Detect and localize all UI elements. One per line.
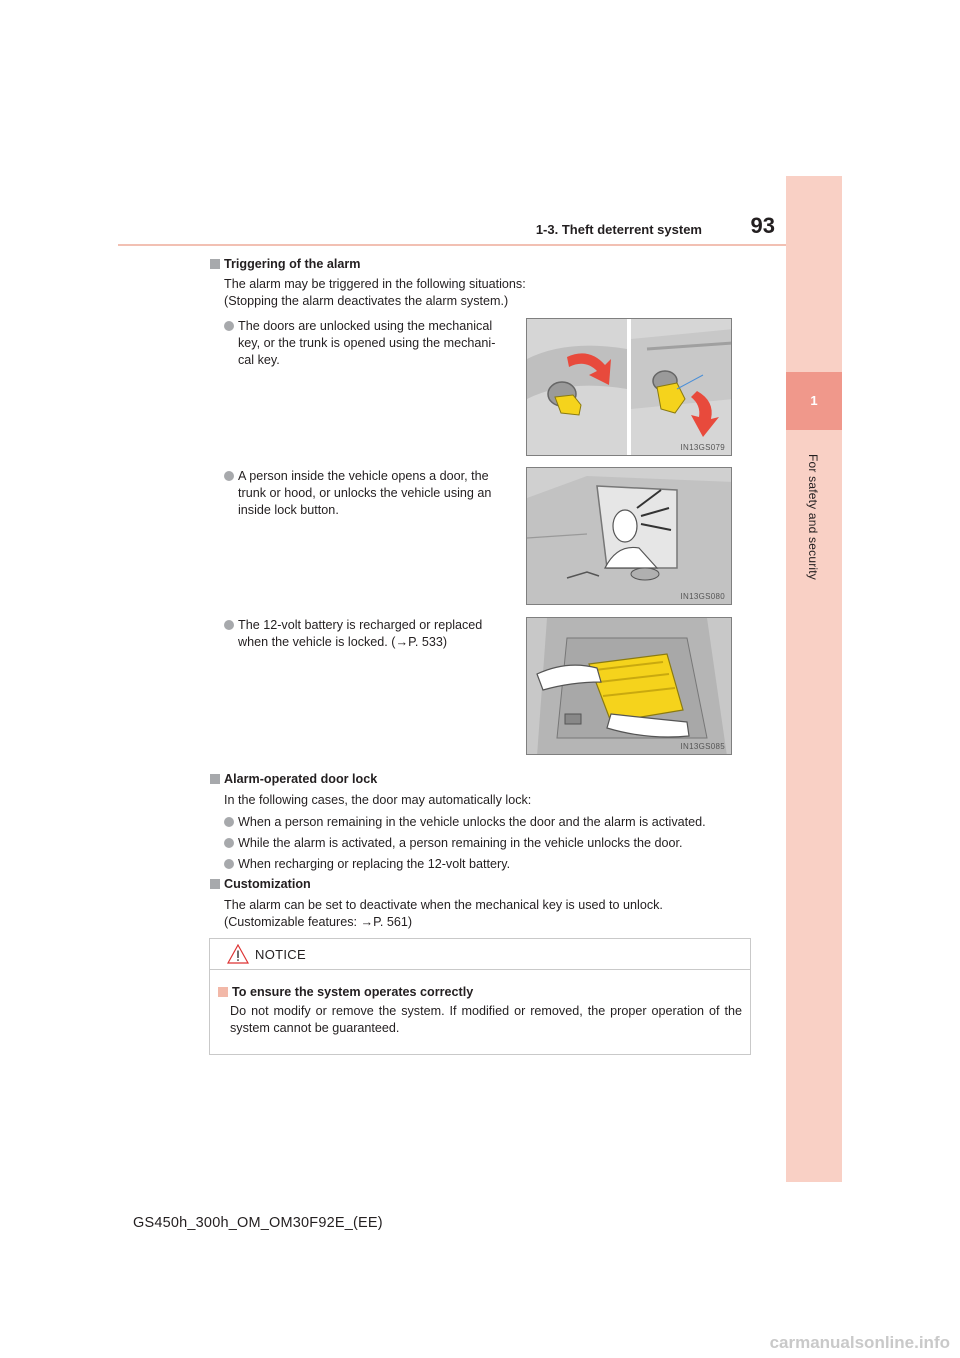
chapter-number: 1 — [810, 393, 818, 408]
door-lock-item-2: While the alarm is activated, a person remaining in the vehicle unlocks the door. — [224, 835, 683, 852]
battery-replacement-illustration — [527, 618, 732, 755]
customization-text-1: The alarm can be set to deactivate when the mechanical key is used to unlock. — [224, 898, 663, 912]
bullet-dot-icon — [224, 321, 234, 331]
square-bullet-icon — [218, 987, 228, 997]
door-lock-item-3: When recharging or replacing the 12-volt battery. — [224, 856, 510, 873]
trigger-item-1: The doors are unlocked using the mechanical key, or the trunk is opened using the mechani- cal key. — [224, 318, 514, 369]
image-code: IN13GS079 — [680, 443, 725, 452]
side-band — [786, 176, 842, 1182]
page-number: 93 — [750, 213, 775, 238]
bullet-dot-icon — [224, 620, 234, 630]
chapter-title: For safety and security — [806, 454, 820, 580]
square-bullet-icon — [210, 774, 220, 784]
trigger-item-3: The 12-volt battery is recharged or replaced when the vehicle is locked. (→P. 533) — [224, 617, 514, 651]
notice-subheading: To ensure the system operates correctly — [218, 985, 473, 999]
square-bullet-icon — [210, 879, 220, 889]
bullet-dot-icon — [224, 471, 234, 481]
chapter-tab[interactable] — [786, 372, 842, 430]
bullet-dot-icon — [224, 859, 234, 869]
notice-header — [210, 939, 750, 970]
trigger-item-2: A person inside the vehicle opens a door, the trunk or hood, or unlocks the vehicle using an inside lock button. — [224, 468, 514, 519]
triggering-intro-2: (Stopping the alarm deactivates the alarm system.) — [224, 294, 509, 308]
square-bullet-icon — [210, 259, 220, 269]
header-rule — [118, 244, 840, 246]
warning-icon — [227, 944, 249, 964]
image-code: IN13GS085 — [680, 742, 725, 751]
notice-body: Do not modify or remove the system. If modified or removed, the proper operation of the system cannot be guaranteed. — [230, 1004, 742, 1035]
triggering-heading: Triggering of the alarm — [210, 257, 360, 271]
image-code: IN13GS080 — [680, 592, 725, 601]
section-title: 1-3. Theft deterrent system — [535, 222, 702, 237]
bullet-dot-icon — [224, 817, 234, 827]
door-lock-intro: In the following cases, the door may automatically lock: — [224, 793, 532, 807]
illustration-person-inside — [526, 467, 732, 605]
door-lock-item-1: When a person remaining in the vehicle unlocks the door and the alarm is activated. — [224, 814, 706, 831]
triggering-intro-1: The alarm may be triggered in the following situations: — [224, 277, 526, 291]
watermark: carmanualsonline.info — [769, 1333, 950, 1352]
customization-heading: Customization — [210, 877, 311, 891]
bullet-dot-icon — [224, 838, 234, 848]
notice-title: NOTICE — [255, 947, 306, 962]
customization-text-2[interactable]: (Customizable features: →P. 561) — [224, 915, 413, 929]
illustration-battery — [526, 617, 732, 755]
door-lock-heading: Alarm-operated door lock — [210, 772, 377, 786]
document-code: GS450h_300h_OM_OM30F92E_(EE) — [133, 1215, 383, 1231]
notice-box — [209, 938, 751, 1055]
person-inside-vehicle-illustration — [527, 468, 732, 605]
mechanical-key-illustration — [527, 319, 732, 456]
illustration-mechanical-key — [526, 318, 732, 456]
